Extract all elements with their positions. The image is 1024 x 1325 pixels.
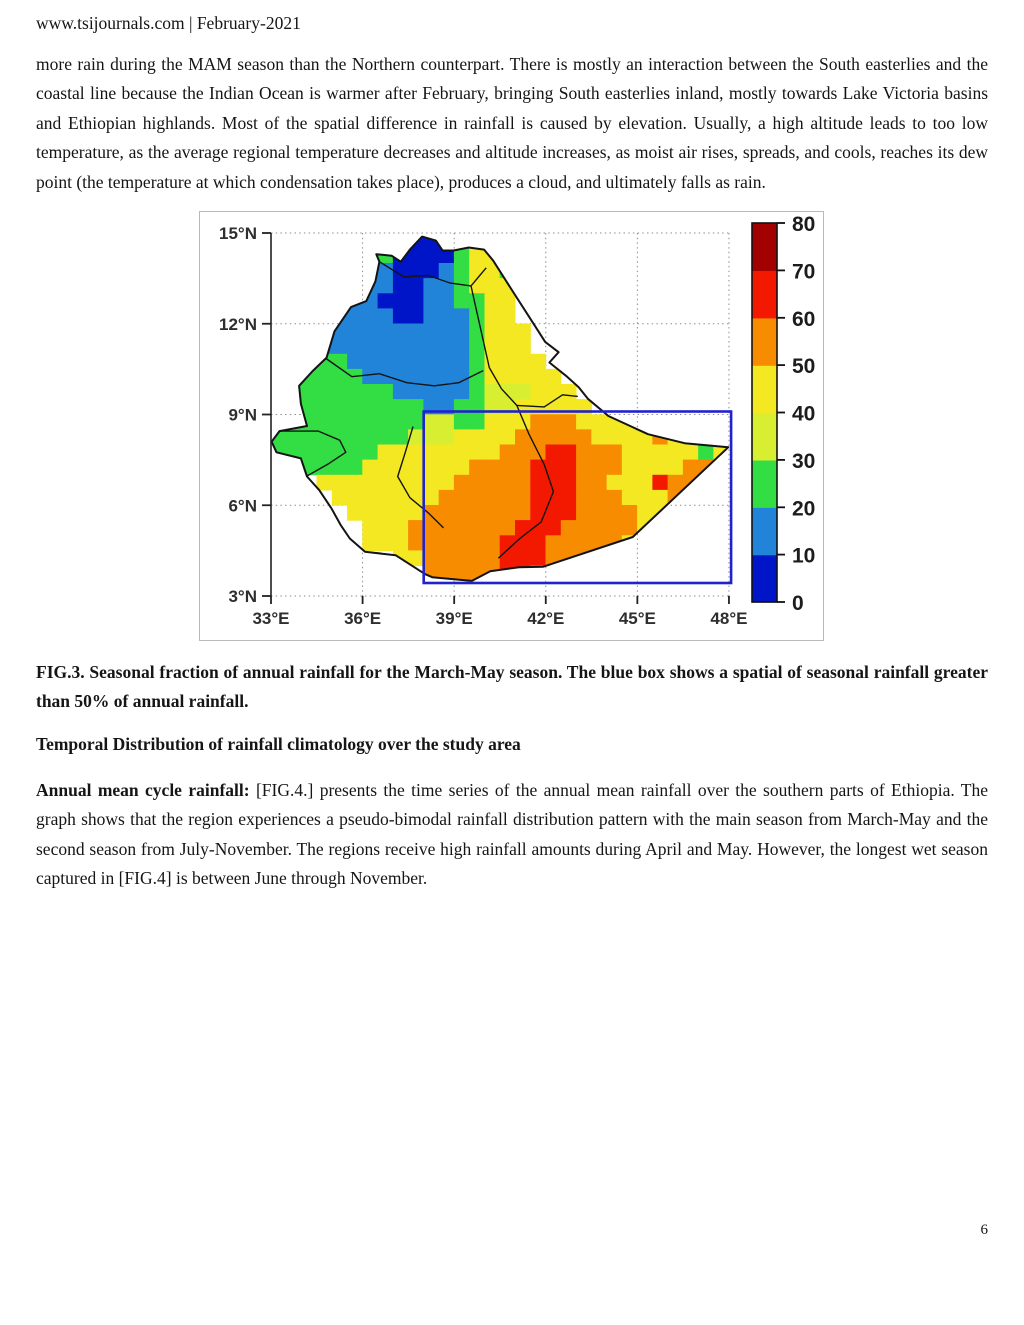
colorbar-tick-label: 50 xyxy=(792,355,816,379)
colorbar-tick-label: 70 xyxy=(792,260,816,284)
para2-lead-bold: Annual mean cycle rainfall: xyxy=(36,780,250,800)
fig3-rainfall-map-svg xyxy=(200,212,823,640)
section-heading: Temporal Distribution of rainfall climatology over the study area xyxy=(36,734,521,754)
colorbar-tick-label: 10 xyxy=(792,544,816,568)
figure-fig3 xyxy=(199,211,824,641)
body-paragraph-1: more rain during the MAM season than the Northern counterpart. There is mostly an interaction between the South easterlies and the coastal line because the Indian Ocean is warmer after February, bringing South easterlies inland, mostly towards Lake Victoria basins and Ethiopian highlands. Most of the spatial difference in rainfall is caused by elevation. Usually, a high altitude leads to too low temperature, as the average regional temperature decreases and altitude increases, as moist air rises, spreads, and cools, reaches its dew point (the temperature at which condensation takes place), produces a cloud, and ultimately falls as rain. xyxy=(36,54,988,192)
lon-tick-label: 45°E xyxy=(618,609,656,628)
colorbar-tick-label: 20 xyxy=(792,497,816,521)
colorbar xyxy=(752,213,815,615)
page-header: www.tsijournals.com | February-2021 xyxy=(36,13,301,33)
lon-tick-label: 36°E xyxy=(344,609,382,628)
lon-tick-label: 39°E xyxy=(435,609,473,628)
figure-caption: FIG.3. Seasonal fraction of annual rainfall for the March-May season. The blue box shows a spatial of seasonal rainfall greater than 50% of annual rainfall. xyxy=(36,662,988,712)
rainfall-raster-cells xyxy=(271,233,729,581)
colorbar-tick-label: 0 xyxy=(792,592,804,615)
para2-rest: [FIG.4.] presents the time series of the annual mean rainfall over the southern parts of Ethiopia. The graph shows that the region experiences a pseudo-bimodal rainfall distribution pattern with the main season from March-May and the second season from July-November. The regions receive high rainfall amounts during April and May. However, the longest wet season captured in [FIG.4] is between June through November. xyxy=(36,780,988,889)
colorbar-tick-label: 60 xyxy=(792,307,816,331)
lat-tick-label: 9°N xyxy=(228,405,257,425)
colorbar-tick-label: 40 xyxy=(792,402,816,426)
lat-tick-label: 3°N xyxy=(228,587,257,606)
lon-tick-label: 33°E xyxy=(252,609,290,628)
lat-tick-label: 15°N xyxy=(219,224,257,243)
lon-tick-label: 42°E xyxy=(527,609,565,628)
page-number: 6 xyxy=(980,1222,988,1238)
lon-tick-label: 48°E xyxy=(710,609,748,628)
body-paragraph-2 xyxy=(36,776,988,894)
colorbar-tick-label: 80 xyxy=(792,213,816,236)
lat-tick-label: 12°N xyxy=(219,314,257,334)
lat-tick-label: 6°N xyxy=(228,496,257,516)
colorbar-tick-label: 30 xyxy=(792,449,816,473)
